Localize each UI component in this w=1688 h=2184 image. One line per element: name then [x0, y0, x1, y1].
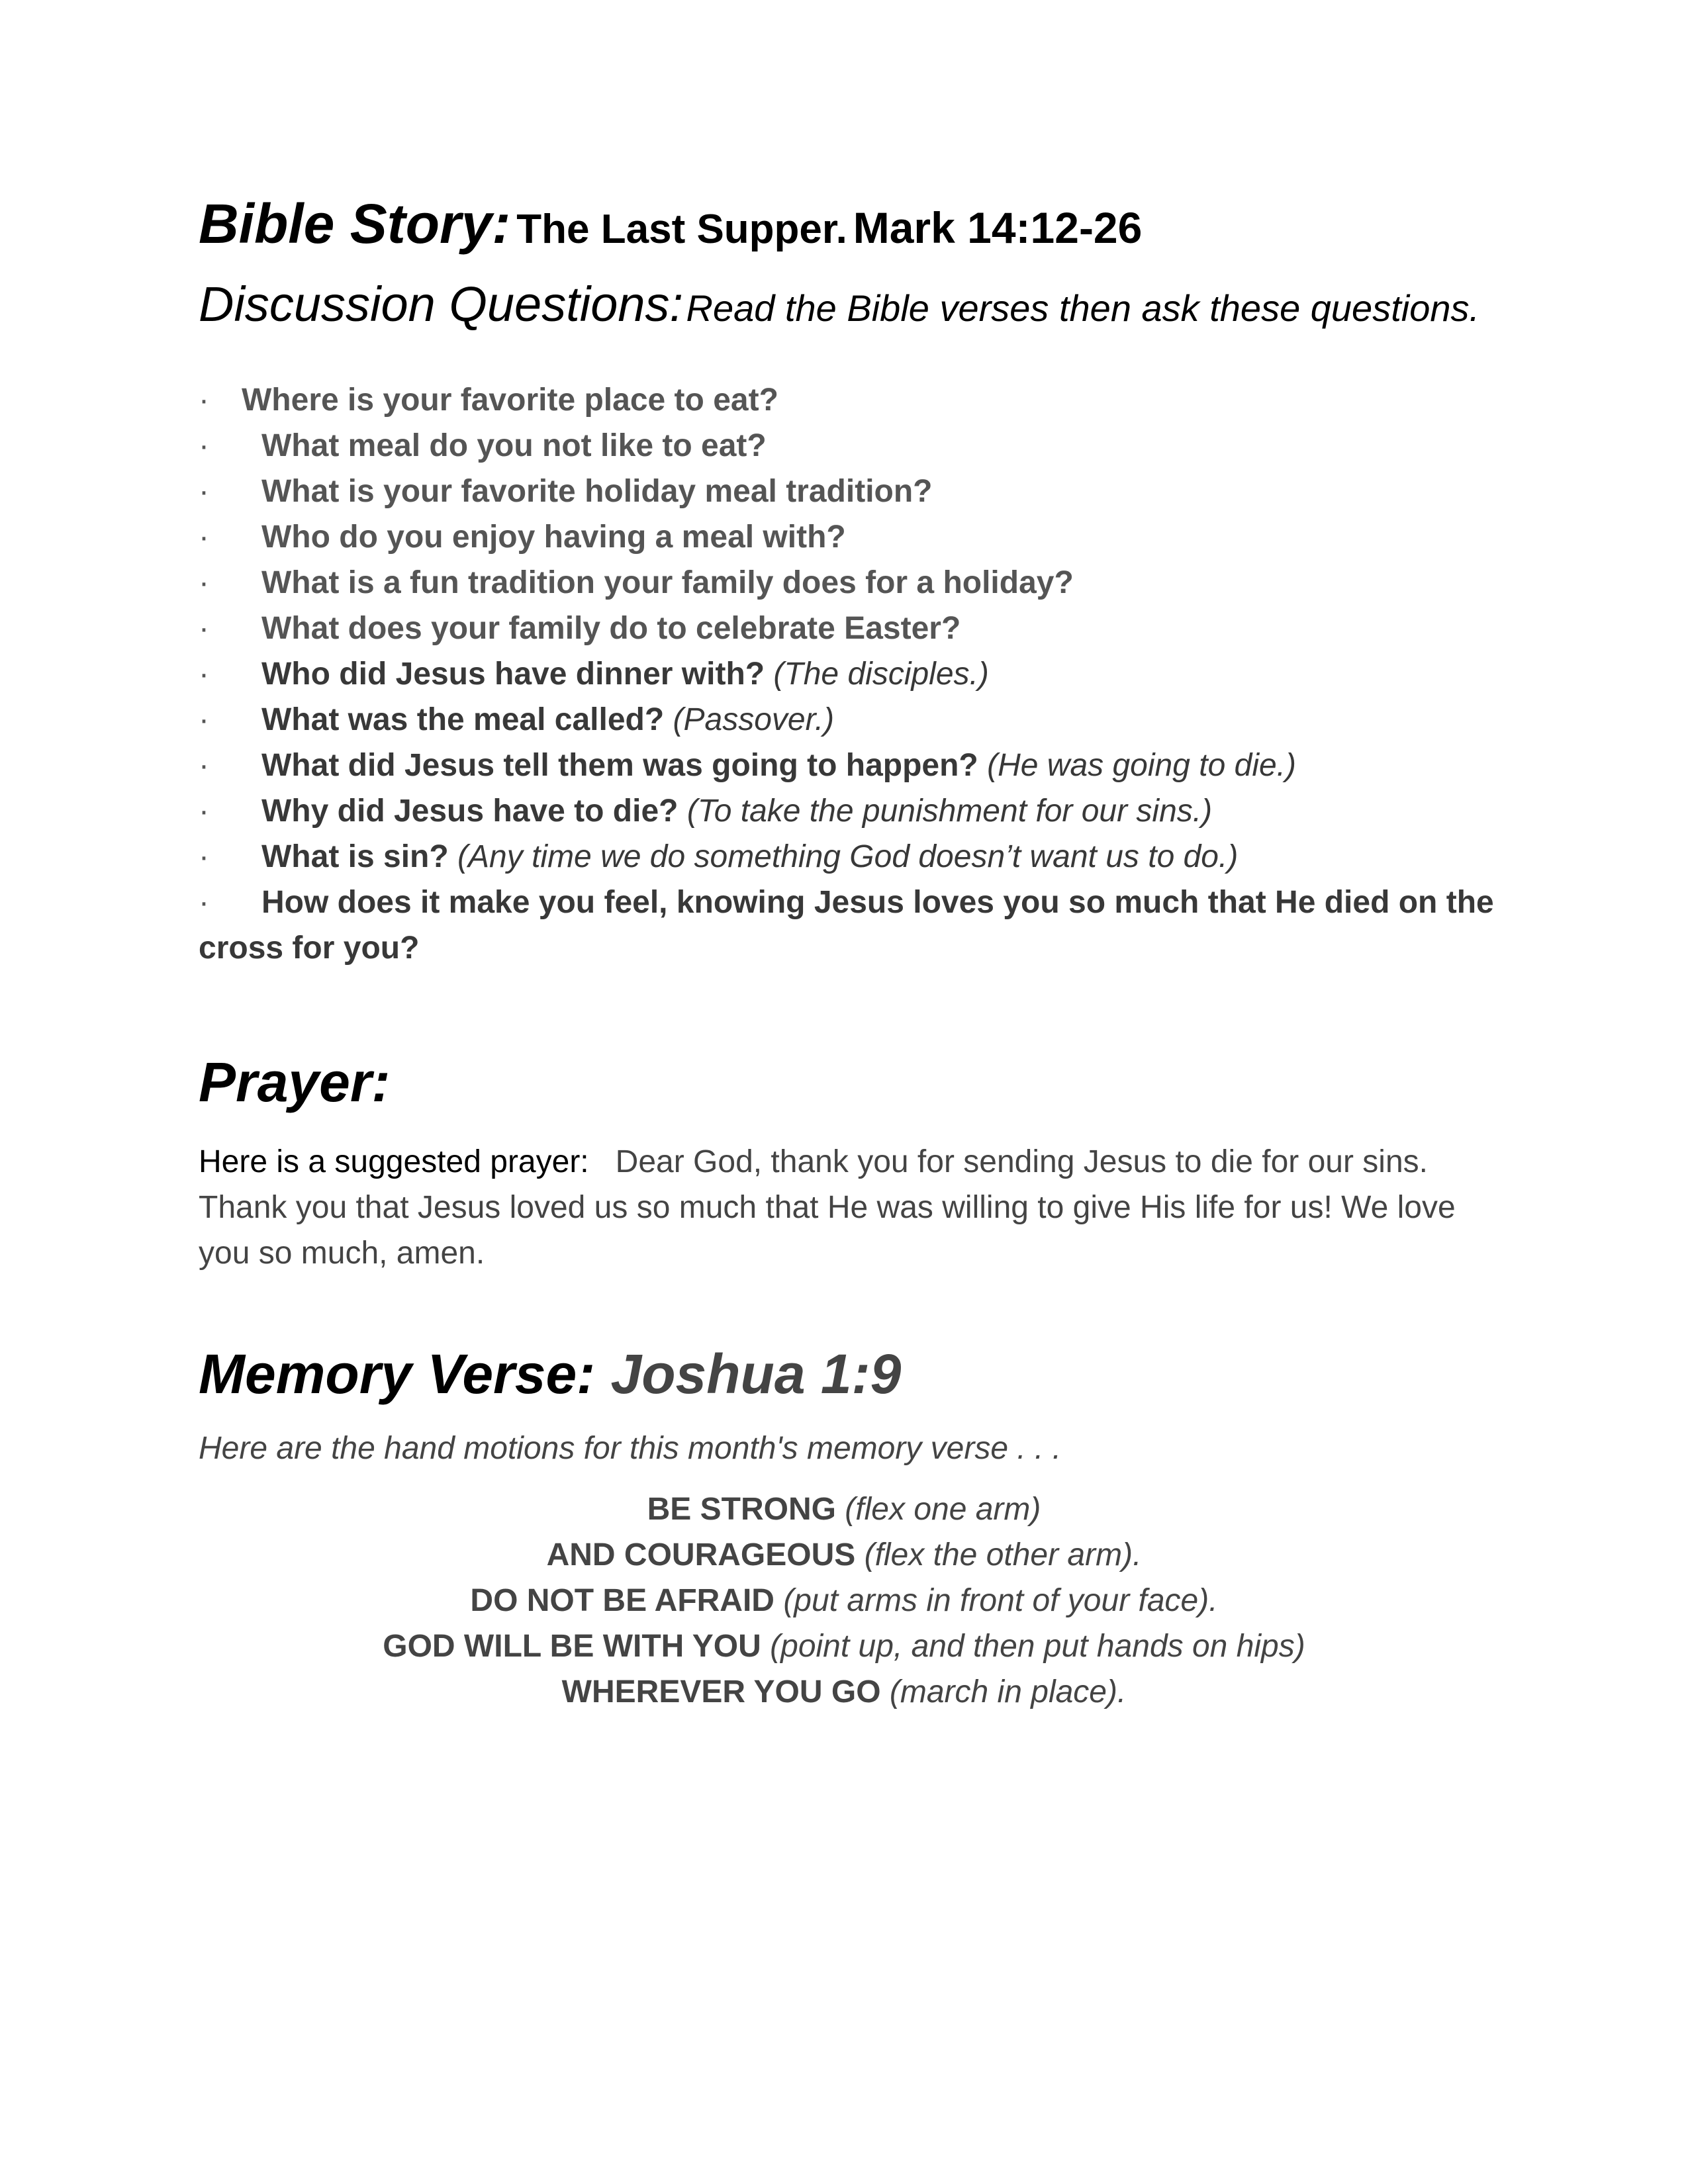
prayer-paragraph	[199, 1139, 1496, 1276]
bullet-icon: ·	[199, 382, 209, 418]
memory-verse-reference: Joshua 1:9	[610, 1343, 902, 1406]
question-text: What does your family do to celebrate Easter?	[261, 610, 961, 646]
bullet-icon: ·	[199, 565, 209, 600]
question-text: Who did Jesus have dinner with?	[261, 656, 765, 692]
motion-action: (point up, and then put hands on hips)	[770, 1628, 1305, 1664]
question-text: What is your favorite holiday meal tradition?	[261, 473, 933, 509]
bullet-icon: ·	[199, 702, 209, 737]
bullet-icon: ·	[199, 610, 209, 646]
question-text: Who do you enjoy having a meal with?	[261, 519, 846, 555]
bullet-icon: ·	[199, 839, 209, 874]
motion-phrase: GOD WILL BE WITH YOU	[383, 1628, 761, 1664]
question-item	[199, 423, 1496, 469]
question-text: Why did Jesus have to die?	[261, 793, 679, 829]
hand-motion-list	[199, 1486, 1489, 1715]
question-text: Where is your favorite place to eat?	[242, 382, 778, 418]
bullet-icon: ·	[199, 519, 209, 555]
memory-verse-heading	[199, 1342, 1489, 1406]
question-item	[199, 606, 1496, 651]
question-item	[199, 743, 1496, 788]
question-item	[199, 697, 1496, 743]
motion-action: (flex the other arm).	[864, 1537, 1142, 1572]
bullet-icon: ·	[199, 428, 209, 463]
bullet-icon: ·	[199, 473, 209, 509]
discussion-question-list	[199, 377, 1496, 971]
document-page	[199, 192, 1494, 1715]
question-item	[199, 560, 1496, 606]
motion-phrase: WHEREVER YOU GO	[561, 1674, 881, 1709]
question-text: How does it make you feel, knowing Jesus loves you so much that He died on the cross for you?	[199, 884, 1494, 966]
bullet-icon: ·	[199, 884, 209, 920]
question-text: What was the meal called?	[261, 702, 665, 737]
question-item	[199, 834, 1496, 880]
question-item	[199, 469, 1496, 514]
question-answer: (Any time we do something God doesn’t want us to do.)	[457, 839, 1239, 874]
question-answer: (The disciples.)	[773, 656, 989, 692]
bullet-icon: ·	[199, 747, 209, 783]
question-text: What did Jesus tell them was going to happen?	[261, 747, 978, 783]
bullet-icon: ·	[199, 656, 209, 692]
question-text: What is a fun tradition your family does for a holiday?	[261, 565, 1074, 600]
discussion-heading	[199, 275, 1489, 348]
question-item	[199, 651, 1496, 697]
scripture-reference: Mark 14:12-26	[853, 203, 1143, 252]
discussion-label: Discussion Questions:	[199, 276, 684, 332]
memory-verse-intro: Here are the hand motions for this month's memory verse . . .	[199, 1430, 1062, 1466]
hand-motion-line	[199, 1486, 1489, 1532]
motion-action: (flex one arm)	[845, 1491, 1041, 1527]
motion-phrase: BE STRONG	[647, 1491, 836, 1527]
prayer-body: Dear God, thank you for sending Jesus to die for our sins. Thank you that Jesus loved us so much that He was willing to give His life for us! We love you so much, amen.	[199, 1144, 1456, 1271]
motion-action: (march in place).	[889, 1674, 1127, 1709]
motion-action: (put arms in front of your face).	[783, 1582, 1218, 1618]
bullet-icon: ·	[199, 793, 209, 829]
question-answer: (He was going to die.)	[987, 747, 1296, 783]
question-item	[199, 514, 1496, 560]
question-answer: (To take the punishment for our sins.)	[686, 793, 1213, 829]
bible-story-label: Bible Story	[199, 193, 492, 255]
question-text: What is sin?	[261, 839, 449, 874]
prayer-heading: Prayer:	[199, 1050, 391, 1113]
story-name: The Last Supper.	[516, 206, 847, 252]
hand-motion-line	[199, 1623, 1489, 1669]
question-answer: (Passover.)	[673, 702, 835, 737]
question-text: What meal do you not like to eat?	[261, 428, 767, 463]
hand-motion-line	[199, 1532, 1489, 1578]
hand-motion-line	[199, 1669, 1489, 1715]
question-item	[199, 788, 1496, 834]
prayer-lead: Here is a suggested prayer:	[199, 1144, 589, 1180]
hand-motion-line	[199, 1578, 1489, 1623]
bible-story-title	[199, 192, 1489, 256]
question-item	[199, 880, 1496, 971]
memory-verse-label: Memory Verse:	[199, 1343, 596, 1406]
motion-phrase: AND COURAGEOUS	[546, 1537, 856, 1572]
motion-phrase: DO NOT BE AFRAID	[470, 1582, 774, 1618]
question-item	[199, 377, 1496, 423]
discussion-instruction: Read the Bible verses then ask these questions.	[686, 287, 1480, 329]
bible-story-colon: :	[492, 193, 511, 255]
